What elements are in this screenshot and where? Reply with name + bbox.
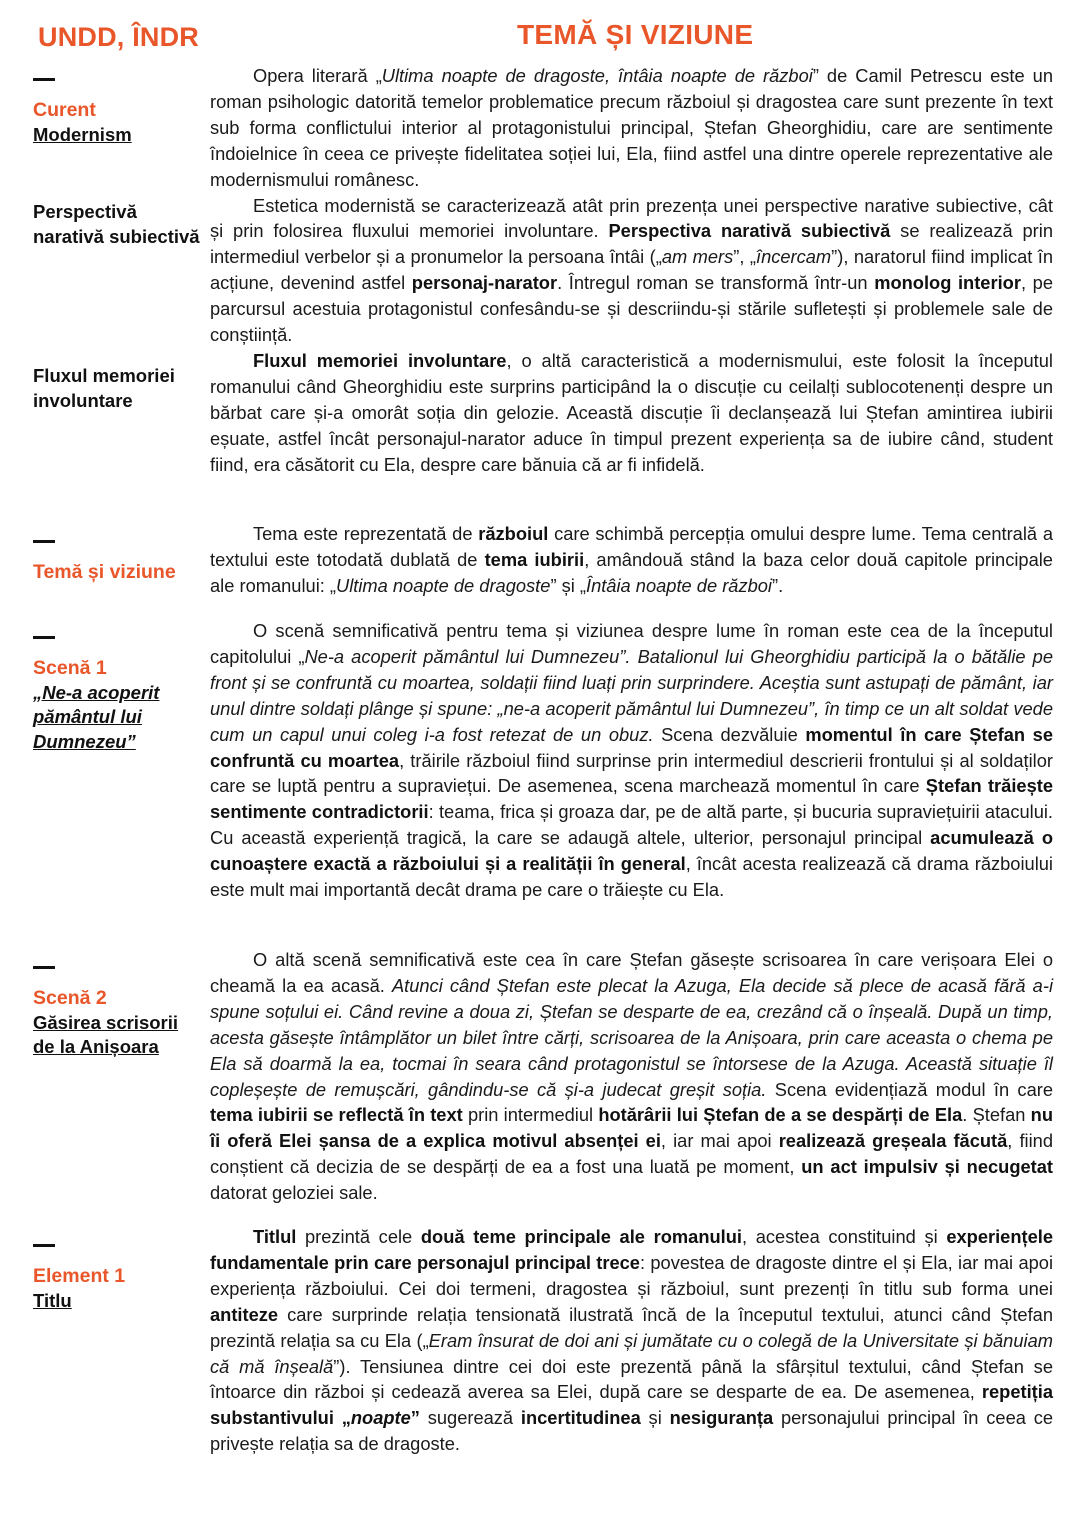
category-value: Titlu xyxy=(33,1289,72,1311)
subject-label: UNDD, ÎNDR xyxy=(38,22,199,52)
dash-marker xyxy=(33,540,55,543)
side-note-line: involuntare xyxy=(33,389,133,411)
category-value: Găsirea scrisorii xyxy=(33,1011,179,1033)
dash-marker xyxy=(33,78,55,81)
side-note-line: Perspectivă xyxy=(33,201,137,222)
category-label: Element 1 xyxy=(33,1265,126,1287)
paragraph-titlu: Titlul prezintă cele două teme principale ale romanului, acestea constituind și experiențele fundamentale prin care personajul principal trece: povestea de dragoste dintre el și Ela, iar mai apoi experiența războiului. Cei doi termeni, dragostea și războiul, sunt prezenți în titlu sub forma unei antiteze care surprinde relația tensionată ilustrată încă de la începutul textului, atunci când Ștefan prezintă relația sa cu Ela („Eram însurat de doi ani și jumătate cu o colegă de la Universitate și bănuiam că mă înșeală”). Tensiunea dintre cei doi este prezentă până la sfârșitul textului, când Ștefan se întoarce din război și cedează averea sa Elei, după care se desparte de ea. De asemenea, repetiția substantivului „noapte” sugerează incertitudinea și nesiguranța personajului principal în ceea ce privește relația sa de dragoste. xyxy=(210,1226,1054,1455)
category-value: Dumnezeu” xyxy=(33,730,136,752)
side-note-line: Fluxul memoriei xyxy=(33,365,175,386)
dash-marker xyxy=(33,636,55,639)
body-block-scena1 xyxy=(210,618,1053,903)
body-block-intro xyxy=(210,63,1053,478)
paragraph-scena1: O scenă semnificativă pentru tema și viziunea despre lume în roman este cea de la începutul capitolului „Ne-a acoperit pământul lui Dumnezeu”. Batalionul lui Gheorghidiu participă la o bătălie pe front și se confruntă cu moartea, soldații fiind luați prin surprindere. Aceștia sunt astupați de pământ, iar unul dintre soldați plânge și spune: „ne-a acoperit pământul lui Dumnezeu”, în timp ce un alt soldat vede cum un capul unui coleg i-a fost retezat de un obuz. Scena dezvăluie momentul în care Ștefan se confruntă cu moartea, trăirile războiul fiind surprinse prin intermediul descrierii frontului și al soldaților care se luptă pentru a supraviețui. De asemenea, scena marchează momentul în care Ștefan trăiește sentimente contradictorii: teama, frica și groaza dar, pe de altă parte, și bucuria supraviețuirii atacului. Cu această experiență tragică, la care se adaugă altele, ulterior, personajul principal acumulează o cunoaștere exactă a războiului și a realității în general, încât acesta realizează că drama războiului este mult mai importantă decât drama pe care o trăiește cu Ela. xyxy=(210,620,1054,901)
sidebar-element1 xyxy=(33,1244,211,1313)
paragraph-tema: Tema este reprezentată de războiul care schimbă percepția omului despre lume. Tema centrală a textului este totodată dublată de tema iubirii, amândouă stând la baza celor două capitole principale ale romanului: „Ultima noapte de dragoste” și „Întâia noapte de război”. xyxy=(210,523,1053,596)
category-value: „Ne-a acoperit xyxy=(33,681,160,703)
sidebar-tema xyxy=(33,540,211,585)
category-value: de la Anișoara xyxy=(33,1036,159,1057)
paragraph-flux: Fluxul memoriei involuntare, o altă caracteristică a modernismului, este folosit la începutul romanului când Gheorghidiu este surprins participând la o discuție cu ceilalți sublocotenenți despre un bărbat care și-a omorât soția din gelozie. Această discuție îi declanșează lui Ștefan amintirea iubirii eșuate, astfel încât personajul-narator aduce în timpul prezent experiența sa de iubire când, student fiind, era căsătorit cu Ela, despre care bănuia că ar fi infidelă. xyxy=(210,349,1053,475)
sidebar-scena2 xyxy=(33,966,211,1060)
paragraph-intro: Opera literară „Ultima noapte de dragoste, întâia noapte de război” de Camil Petrescu este un roman psihologic datorită temelor problematice precum războiul și dragostea care sunt prezente în text sub forma conflictului interior al protagonistului principal, Ștefan Gheorghidiu, care are sentimente îndoielnice în ceea ce privește fidelitatea soției lui, Ela, fiind astfel una dintre operele reprezentative ale modernismului românesc. xyxy=(210,65,1054,190)
sidebar-perspectiva xyxy=(33,200,211,249)
dash-marker xyxy=(33,966,55,969)
sidebar-curent xyxy=(33,78,211,147)
paragraph-scena2: O altă scenă semnificativă este cea în care Ștefan găsește scrisoarea în care verișoara Elei o cheamă la ea acasă. Atunci când Ștefan este plecat la Azuga, Ela decide să plece de acasă fără a-i spune soțului ei. Când revine a doua zi, Ștefan se desparte de ea, crezând că o înșeală. După un timp, acesta găsește întâmplător un bilet între cărți, scrisoarea de la Anișoara, prin care aceasta o chema pe Ela să doarmă la ea, tocmai în seara când protagonistul se întorsese de la Azuga. Această situație îl copleșește de remușcări, gândindu-se că și-a judecat greșit soția. Scena evidențiază modul în care tema iubirii se reflectă în text prin intermediul hotărârii lui Ștefan de a se despărți de Ela. Ștefan nu îi oferă Elei șansa de a explica motivul absenței ei, iar mai apoi realizează greșeala făcută, fiind conștient că decizia de se despărți de ea a fost una luată pe moment, un act impulsiv și necugetat datorat geloziei sale. xyxy=(210,949,1054,1204)
paragraph-perspectiva: Estetica modernistă se caracterizează atât prin prezența unei perspective narative subiective, cât și prin folosirea fluxului memoriei involuntare. Perspectiva narativă subiectivă se realizează prin intermediul verbelor și a pronumelor la persoana întâi („am mers”, „încercam”), naratorul fiind implicat în acțiune, devenind astfel personaj-narator. Întregul roman se transformă într-un monolog interior, pe parcursul acestuia protagonistul confesându-se și descriindu-și stările sufletești și problemele sale de conștiință. xyxy=(210,194,1054,346)
category-value: Modernism xyxy=(33,123,132,145)
category-label: Temă și viziune xyxy=(33,561,176,583)
category-label: Scenă 2 xyxy=(33,987,107,1009)
body-block-titlu xyxy=(210,1224,1053,1457)
sidebar-scena1 xyxy=(33,636,211,754)
category-label: Curent xyxy=(33,99,96,121)
body-block-scena2 xyxy=(210,947,1053,1206)
category-value: pământul lui xyxy=(33,706,142,727)
category-label: Scenă 1 xyxy=(33,657,107,679)
dash-marker xyxy=(33,1244,55,1247)
body-block-tema xyxy=(210,521,1053,599)
page-title: TEMĂ ȘI VIZIUNE xyxy=(517,19,754,50)
side-note-line: narativă subiectivă xyxy=(33,225,200,247)
sidebar-flux xyxy=(33,364,211,413)
